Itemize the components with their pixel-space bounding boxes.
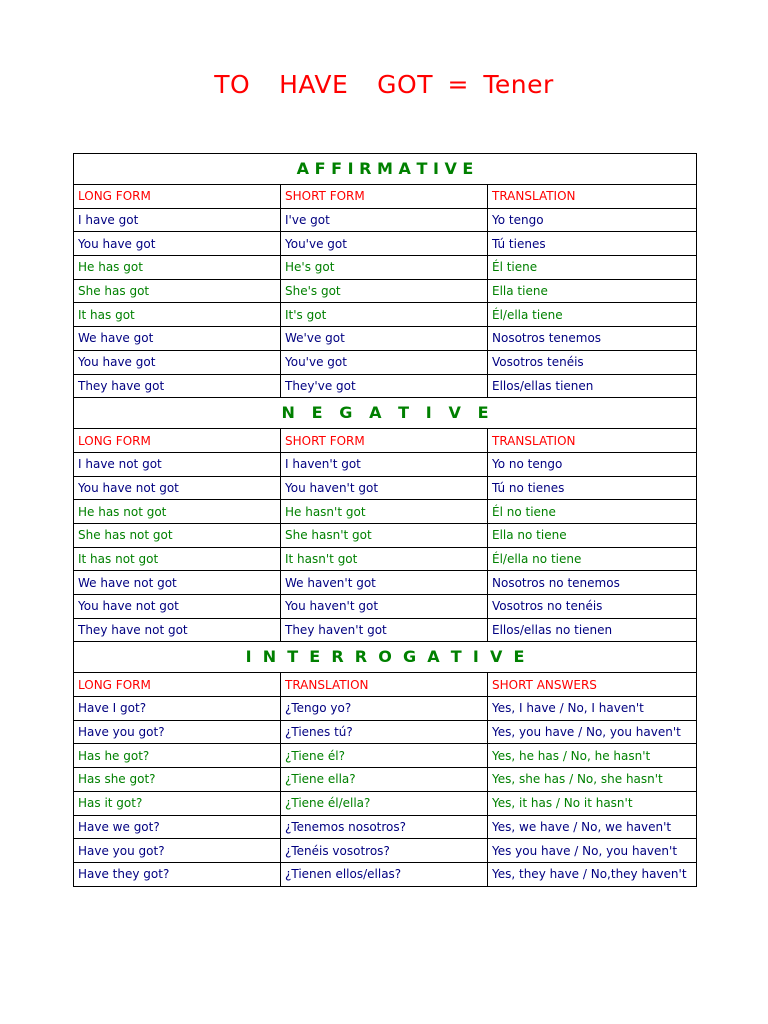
- column-header: LONG FORM: [74, 185, 281, 209]
- column-header: SHORT ANSWERS: [488, 673, 697, 697]
- table-row: [74, 208, 697, 232]
- table-cell: They've got: [281, 374, 488, 398]
- table-cell: Vosotros tenéis: [488, 350, 697, 374]
- affirmative-section: [74, 154, 697, 398]
- table-cell: I've got: [281, 208, 488, 232]
- table-cell: ¿Tiene ella?: [281, 768, 488, 792]
- table-cell: Él/ella tiene: [488, 303, 697, 327]
- table-cell: You've got: [281, 350, 488, 374]
- table-cell: Yo tengo: [488, 208, 697, 232]
- table-row: [74, 618, 697, 642]
- negative-section: [74, 398, 697, 642]
- column-header-row: [74, 185, 697, 209]
- table-cell: You have not got: [74, 476, 281, 500]
- section-heading-row: [74, 154, 697, 185]
- table-cell: Tú tienes: [488, 232, 697, 256]
- section-heading-row: [74, 642, 697, 673]
- affirmative-heading: A F F I R M A T I V E: [74, 154, 697, 185]
- table-cell: Ellos/ellas no tienen: [488, 618, 697, 642]
- table-row: [74, 279, 697, 303]
- table-cell: ¿Tenemos nosotros?: [281, 815, 488, 839]
- table-cell: I haven't got: [281, 452, 488, 476]
- table-cell: Have I got?: [74, 697, 281, 721]
- table-row: [74, 523, 697, 547]
- table-row: [74, 303, 697, 327]
- table-cell: She has got: [74, 279, 281, 303]
- table-cell: Have we got?: [74, 815, 281, 839]
- table-row: [74, 571, 697, 595]
- table-cell: Yes, he has / No, he hasn't: [488, 744, 697, 768]
- page-title: TO HAVE GOT = Tener: [214, 70, 554, 99]
- column-header: SHORT FORM: [281, 185, 488, 209]
- table-cell: Yes, we have / No, we haven't: [488, 815, 697, 839]
- table-cell: I have got: [74, 208, 281, 232]
- table-cell: Él/ella no tiene: [488, 547, 697, 571]
- table-row: [74, 697, 697, 721]
- table-cell: She hasn't got: [281, 523, 488, 547]
- column-header: LONG FORM: [74, 673, 281, 697]
- grammar-table: [73, 153, 697, 887]
- table-cell: Yes you have / No, you haven't: [488, 839, 697, 863]
- table-row: [74, 327, 697, 351]
- table-cell: Have they got?: [74, 862, 281, 886]
- table-cell: We have got: [74, 327, 281, 351]
- table-row: [74, 500, 697, 524]
- table-cell: You have got: [74, 232, 281, 256]
- table-cell: Él no tiene: [488, 500, 697, 524]
- table-row: [74, 744, 697, 768]
- table-cell: It hasn't got: [281, 547, 488, 571]
- table-cell: Yes, you have / No, you haven't: [488, 720, 697, 744]
- table-row: [74, 374, 697, 398]
- table-cell: Yo no tengo: [488, 452, 697, 476]
- table-row: [74, 256, 697, 280]
- table-cell: Nosotros no tenemos: [488, 571, 697, 595]
- table-cell: You've got: [281, 232, 488, 256]
- table-cell: Ella tiene: [488, 279, 697, 303]
- table-cell: It has not got: [74, 547, 281, 571]
- table-cell: He's got: [281, 256, 488, 280]
- table-cell: Yes, I have / No, I haven't: [488, 697, 697, 721]
- table-cell: Has she got?: [74, 768, 281, 792]
- column-header: TRANSLATION: [488, 185, 697, 209]
- table-cell: Have you got?: [74, 839, 281, 863]
- negative-heading: N E G A T I V E: [74, 398, 697, 429]
- table-row: [74, 862, 697, 886]
- table-cell: Has he got?: [74, 744, 281, 768]
- table-cell: ¿Tienes tú?: [281, 720, 488, 744]
- table-cell: Tú no tienes: [488, 476, 697, 500]
- table-cell: They have not got: [74, 618, 281, 642]
- column-header: TRANSLATION: [281, 673, 488, 697]
- table-cell: Ellos/ellas tienen: [488, 374, 697, 398]
- table-cell: They haven't got: [281, 618, 488, 642]
- table-cell: Vosotros no tenéis: [488, 595, 697, 619]
- interrogative-heading: I N T E R R O G A T I V E: [74, 642, 697, 673]
- table-cell: It has got: [74, 303, 281, 327]
- table-cell: Has it got?: [74, 791, 281, 815]
- table-row: [74, 476, 697, 500]
- table-cell: We haven't got: [281, 571, 488, 595]
- table-row: [74, 791, 697, 815]
- table-cell: Nosotros tenemos: [488, 327, 697, 351]
- table-cell: He has not got: [74, 500, 281, 524]
- column-header: TRANSLATION: [488, 429, 697, 453]
- section-heading-row: [74, 398, 697, 429]
- table-row: [74, 720, 697, 744]
- table-cell: We've got: [281, 327, 488, 351]
- table-row: [74, 232, 697, 256]
- table-row: [74, 350, 697, 374]
- table-cell: We have not got: [74, 571, 281, 595]
- column-header-row: [74, 429, 697, 453]
- table-cell: ¿Tengo yo?: [281, 697, 488, 721]
- table-cell: You haven't got: [281, 476, 488, 500]
- table-cell: She's got: [281, 279, 488, 303]
- column-header-row: [74, 673, 697, 697]
- table-cell: ¿Tenéis vosotros?: [281, 839, 488, 863]
- table-cell: It's got: [281, 303, 488, 327]
- table-row: [74, 768, 697, 792]
- table-cell: Él tiene: [488, 256, 697, 280]
- table-cell: Have you got?: [74, 720, 281, 744]
- column-header: SHORT FORM: [281, 429, 488, 453]
- table-cell: Ella no tiene: [488, 523, 697, 547]
- table-cell: Yes, they have / No,they haven't: [488, 862, 697, 886]
- table-row: [74, 595, 697, 619]
- table-cell: She has not got: [74, 523, 281, 547]
- interrogative-section: [74, 642, 697, 886]
- table-row: [74, 839, 697, 863]
- table-cell: You have not got: [74, 595, 281, 619]
- table-cell: I have not got: [74, 452, 281, 476]
- table-cell: Yes, it has / No it hasn't: [488, 791, 697, 815]
- table-cell: He hasn't got: [281, 500, 488, 524]
- table-row: [74, 547, 697, 571]
- table-cell: ¿Tiene él?: [281, 744, 488, 768]
- table-cell: Yes, she has / No, she hasn't: [488, 768, 697, 792]
- table-cell: You have got: [74, 350, 281, 374]
- table-cell: He has got: [74, 256, 281, 280]
- table-cell: You haven't got: [281, 595, 488, 619]
- column-header: LONG FORM: [74, 429, 281, 453]
- table-cell: ¿Tienen ellos/ellas?: [281, 862, 488, 886]
- table-cell: They have got: [74, 374, 281, 398]
- table-row: [74, 815, 697, 839]
- table-row: [74, 452, 697, 476]
- table-cell: ¿Tiene él/ella?: [281, 791, 488, 815]
